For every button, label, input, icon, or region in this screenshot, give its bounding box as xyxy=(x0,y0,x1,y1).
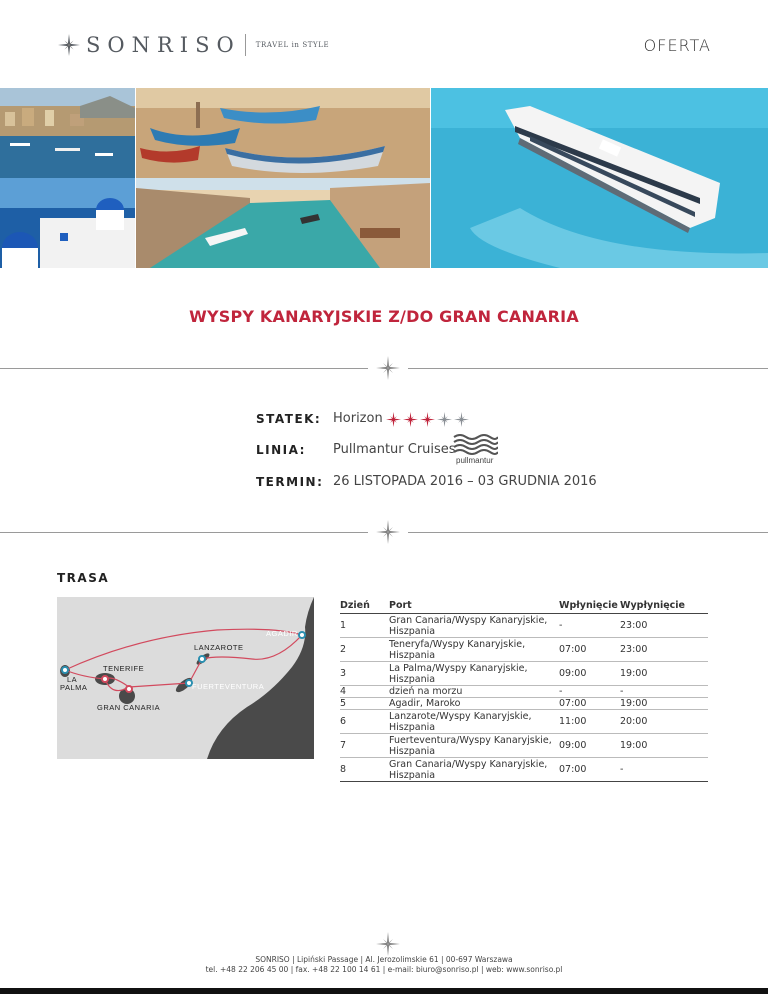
table-row xyxy=(340,662,708,686)
map-label-la: LA xyxy=(67,675,78,684)
divider-compass xyxy=(0,522,768,542)
table-row xyxy=(340,638,708,662)
cell-arrival: 07:00 xyxy=(559,758,620,782)
port-country: Hiszpania xyxy=(389,769,436,781)
table-row xyxy=(340,758,708,782)
cell-departure: 19:00 xyxy=(620,662,708,686)
sonriso-logo xyxy=(58,30,329,60)
bottom-bar xyxy=(0,988,768,994)
map-label-palma: PALMA xyxy=(60,683,88,692)
cell-port xyxy=(389,638,559,662)
compass-star-icon xyxy=(376,520,400,544)
route-heading: TRASA xyxy=(57,571,110,585)
cell-arrival: - xyxy=(559,614,620,638)
cell-port xyxy=(389,614,559,638)
cell-departure: 23:00 xyxy=(620,638,708,662)
cell-port xyxy=(389,734,559,758)
cruise-ship-photo xyxy=(431,88,768,268)
cell-port xyxy=(389,710,559,734)
table-row xyxy=(340,734,708,758)
brand-tagline: TRAVEL in STYLE xyxy=(255,41,330,49)
compass-star-icon xyxy=(376,932,400,956)
star-empty-icon xyxy=(454,412,469,427)
table-row xyxy=(340,614,708,638)
beach-boats-photo xyxy=(136,88,430,178)
divider-compass xyxy=(0,358,768,378)
map-label-tenerife: TENERIFE xyxy=(103,664,145,673)
itinerary-table xyxy=(340,597,708,782)
column-header-departure: Wypłynięcie xyxy=(620,597,708,614)
port-name: Gran Canaria/Wyspy Kanaryjskie, xyxy=(389,614,548,626)
star-filled-icon xyxy=(386,412,401,427)
port-country: Hiszpania xyxy=(389,673,436,685)
port-name: Lanzarote/Wyspy Kanaryjskie, xyxy=(389,710,532,722)
cell-departure: 20:00 xyxy=(620,710,708,734)
star-filled-icon xyxy=(420,412,435,427)
cell-port xyxy=(389,758,559,782)
route-map xyxy=(57,597,314,759)
table-row xyxy=(340,686,708,698)
port-name: La Palma/Wyspy Kanaryjskie, xyxy=(389,662,528,674)
map-label-agadir: AGADIR xyxy=(266,629,298,638)
compass-star-icon xyxy=(376,356,400,380)
port-name: Gran Canaria/Wyspy Kanaryjskie, xyxy=(389,758,548,770)
star-empty-icon xyxy=(437,412,452,427)
cell-arrival: 07:00 xyxy=(559,698,620,710)
port-name: Fuerteventura/Wyspy Kanaryjskie, xyxy=(389,734,552,746)
port-country: Hiszpania xyxy=(389,745,436,757)
map-label-gran-canaria: GRAN CANARIA xyxy=(97,703,161,712)
term-label: TERMIN: xyxy=(256,475,324,489)
cell-departure: 19:00 xyxy=(620,698,708,710)
cell-arrival: 07:00 xyxy=(559,638,620,662)
cell-departure: 23:00 xyxy=(620,614,708,638)
port-name: Teneryfa/Wyspy Kanaryjskie, xyxy=(389,638,526,650)
column-header-day: Dzień xyxy=(340,597,389,614)
cell-day: 3 xyxy=(340,662,389,686)
footer-contact xyxy=(0,955,768,975)
cell-departure: - xyxy=(620,758,708,782)
pullmantur-logo-text: pullmantur xyxy=(456,456,494,465)
offer-title: WYSPY KANARYJSKIE Z/DO GRAN CANARIA xyxy=(189,307,579,326)
column-header-arrival: Wpłynięcie xyxy=(559,597,620,614)
cell-day: 2 xyxy=(340,638,389,662)
cell-day: 8 xyxy=(340,758,389,782)
ship-rating xyxy=(386,412,469,427)
port-country: Hiszpania xyxy=(389,721,436,733)
harbor-photo xyxy=(0,88,135,178)
line-label: LINIA: xyxy=(256,443,306,457)
port-country: Hiszpania xyxy=(389,625,436,637)
column-header-port: Port xyxy=(389,597,559,614)
cell-day: 4 xyxy=(340,686,389,698)
cell-port xyxy=(389,662,559,686)
cell-port: dzień na morzu xyxy=(389,686,559,698)
cell-port: Agadir, Maroko xyxy=(389,698,559,710)
table-header-row xyxy=(340,597,708,614)
cell-day: 5 xyxy=(340,698,389,710)
ship-value: Horizon xyxy=(333,411,383,426)
port-country: Hiszpania xyxy=(389,649,436,661)
cell-arrival: 11:00 xyxy=(559,710,620,734)
santorini-photo xyxy=(0,178,135,268)
footer-contacts: tel. +48 22 206 45 00 | fax. +48 22 100 14 61 | e-mail: biuro@sonriso.pl | web: www.sonriso.pl xyxy=(205,965,563,974)
footer-address: SONRISO | Lipiński Passage | Al. Jerozolimskie 61 | 00-697 Warszawa xyxy=(255,955,513,964)
ship-label: STATEK: xyxy=(256,412,322,426)
star-filled-icon xyxy=(403,412,418,427)
cell-day: 6 xyxy=(340,710,389,734)
cell-day: 7 xyxy=(340,734,389,758)
venice-canal-photo xyxy=(136,178,430,268)
offer-label: OFERTA xyxy=(643,36,711,55)
pullmantur-logo xyxy=(452,433,498,465)
term-value: 26 LISTOPADA 2016 – 03 GRUDNIA 2016 xyxy=(333,474,597,489)
destination-photos xyxy=(0,88,768,268)
cell-arrival: - xyxy=(559,686,620,698)
cell-departure: - xyxy=(620,686,708,698)
map-label-fuerteventura: FUERTEVENTURA xyxy=(192,682,265,691)
cell-arrival: 09:00 xyxy=(559,734,620,758)
cell-arrival: 09:00 xyxy=(559,662,620,686)
cell-day: 1 xyxy=(340,614,389,638)
cell-departure: 19:00 xyxy=(620,734,708,758)
map-label-lanzarote: LANZAROTE xyxy=(194,643,244,652)
compass-star-icon xyxy=(58,34,80,56)
logo-separator xyxy=(245,34,246,56)
table-row xyxy=(340,698,708,710)
line-value: Pullmantur Cruises xyxy=(333,442,456,457)
brand-name: SONRISO xyxy=(86,33,241,57)
table-row xyxy=(340,710,708,734)
